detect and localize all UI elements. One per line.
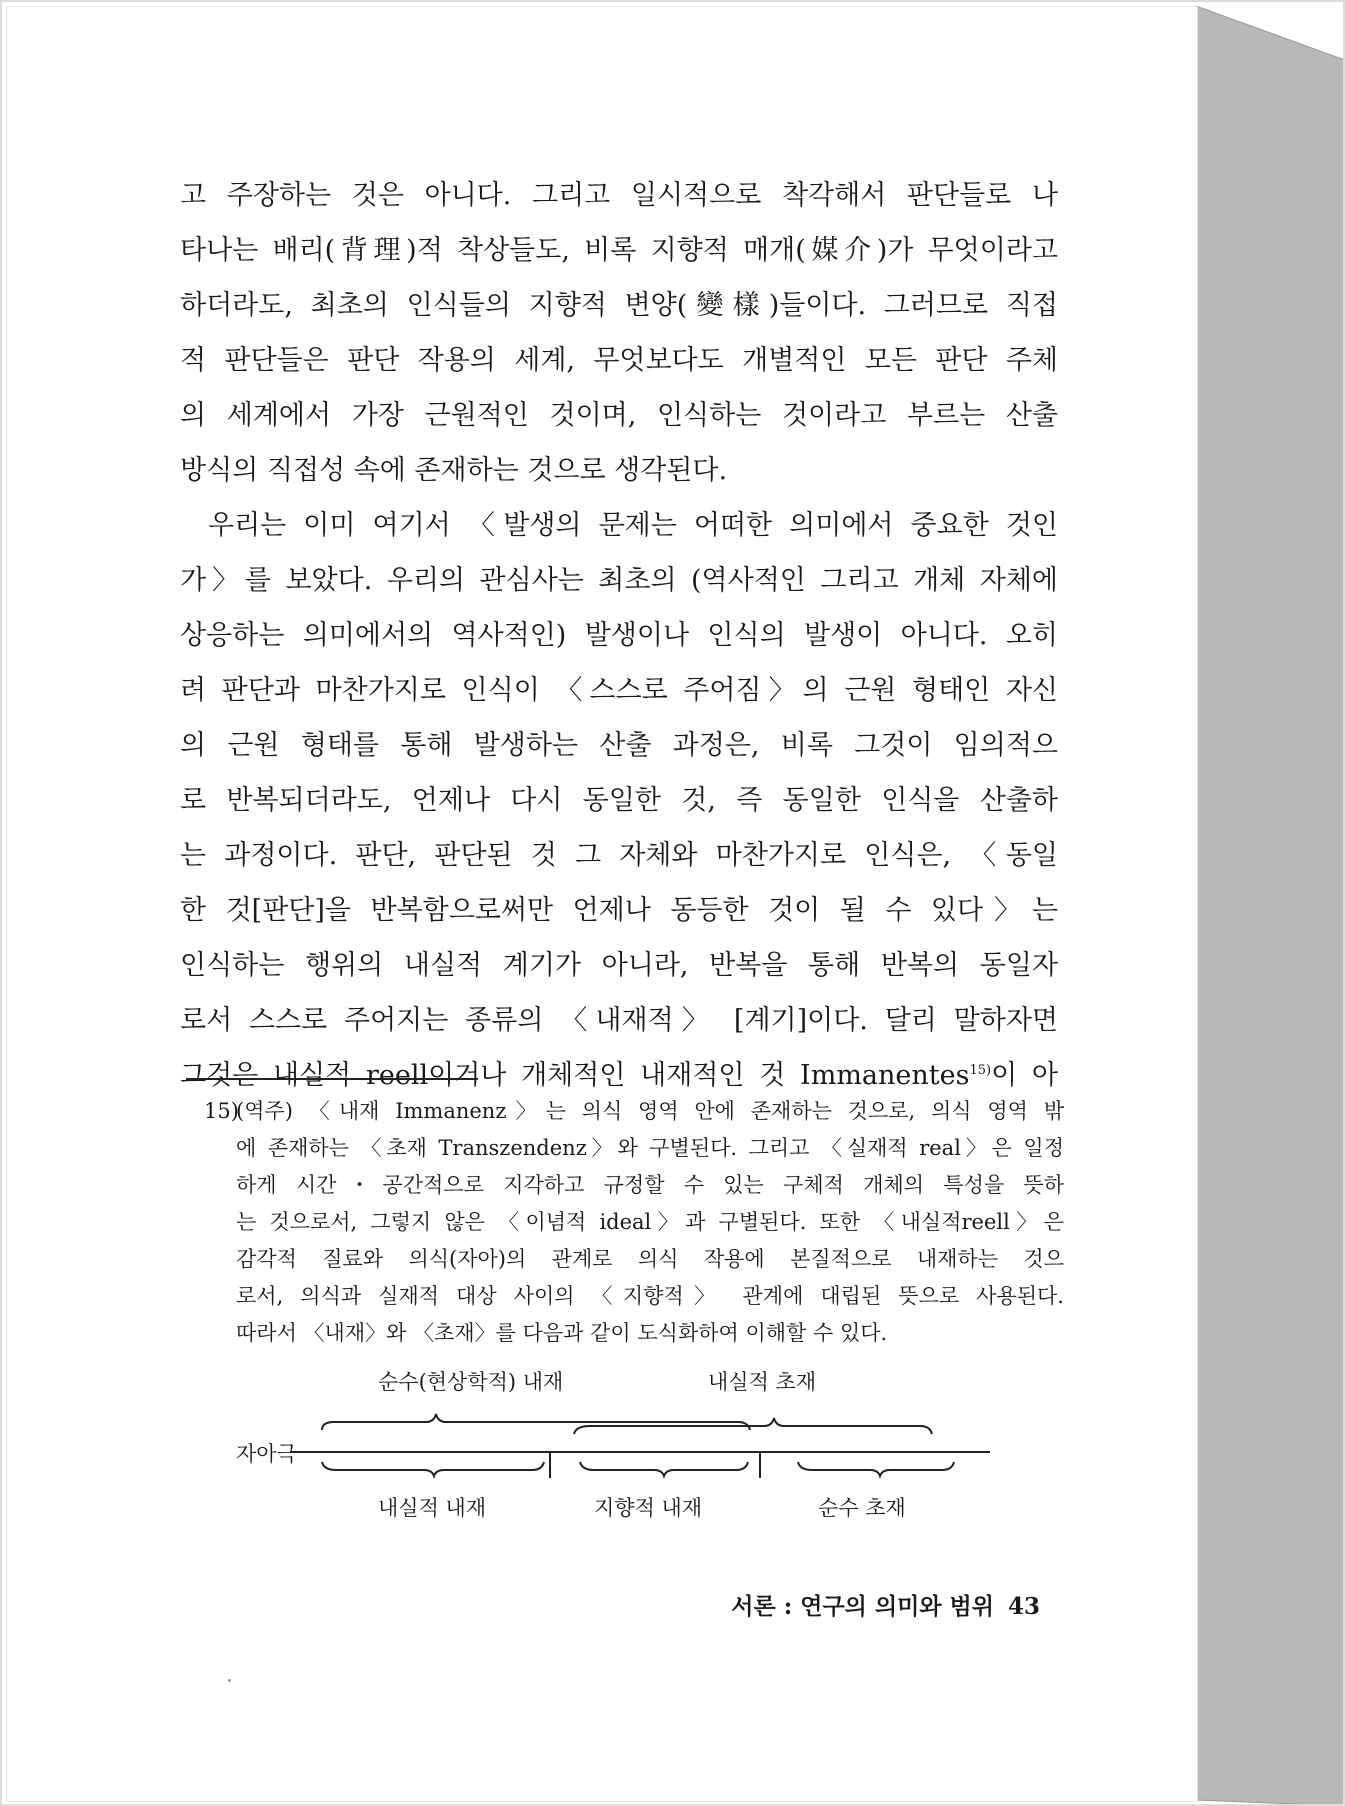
diagram-label-intentional-immanence: 지향적 내재 [594, 1496, 703, 1520]
body-line: 가〉를 보았다. 우리의 관심사는 최초의 (역사적인 그리고 개체 자체에 [180, 565, 1058, 596]
body-line: 의 근원 형태를 통해 발생하는 산출 과정은, 비록 그것이 임의적으 [180, 730, 1058, 761]
page-footer [700, 1588, 1040, 1621]
body-line: 려 판단과 마찬가지로 인식이 〈스스로 주어짐〉의 근원 형태인 자신 [180, 675, 1058, 706]
footnote-line [204, 1093, 1064, 1130]
speck [228, 1679, 231, 1682]
body-line: 우리는 이미 여기서 〈발생의 문제는 어떠한 의미에서 중요한 것인 [208, 510, 1058, 541]
footnote-line: 로서, 의식과 실재적 대상 사이의 〈지향적〉 관계에 대립된 뜻으로 사용된다. [236, 1284, 1064, 1308]
body-line: 인식하는 행위의 내실적 계기가 아니라, 반복을 통해 반복의 동일자 [180, 950, 1058, 981]
footnote-number: 15) [204, 1099, 239, 1123]
page-number: 43 [1007, 1593, 1040, 1620]
diagram-lines [230, 1370, 1010, 1530]
brace-real-immanence [322, 1462, 544, 1476]
footnote-line: 감각적 질료와 의식(자아)의 관계로 의식 작용에 본질적으로 내재하는 것으 [236, 1247, 1064, 1271]
footnote-line: 따라서 〈내재〉와 〈초재〉를 다음과 같이 도식화하여 이해할 수 있다. [236, 1321, 888, 1345]
body-line-last-end: 이 아 [991, 1060, 1058, 1091]
body-line: 방식의 직접성 속에 존재하는 것으로 생각된다. [180, 455, 728, 486]
footnote-line: 는 것으로서, 그렇지 않은 〈이념적 ideal〉과 구별된다. 또한 〈내실적reell〉은 [236, 1210, 1064, 1234]
diagram-label-pure-immanence: 순수(현상학적) 내재 [378, 1370, 564, 1394]
diagram-label-real-transcendence: 내실적 초재 [708, 1370, 817, 1394]
body-line: 의 세계에서 가장 근원적인 것이며, 인식하는 것이라고 부르는 산출 [180, 400, 1058, 431]
brace-intentional-immanence [580, 1462, 748, 1476]
footnote-line: 에 존재하는 〈초재 Transzendenz〉와 구별된다. 그리고 〈실재적 real〉은 일정 [236, 1136, 1064, 1160]
diagram-label-real-immanence: 내실적 내재 [378, 1496, 487, 1520]
diagram-label-ego-pole: 자아극 [236, 1442, 297, 1466]
footnote-line: 하게 시간・공간적으로 지각하고 규정할 수 있는 구체적 개체의 특성을 뜻하 [236, 1173, 1064, 1197]
body-line: 는 과정이다. 판단, 판단된 것 그 자체와 마찬가지로 인식은, 〈동일 [180, 840, 1058, 871]
footnote-reference[interactable]: 15) [969, 1063, 992, 1078]
immanence-diagram [230, 1370, 1010, 1530]
footnote-line-text: (역주) 〈내재 Immanenz〉는 의식 영역 안에 존재하는 것으로, 의식 영역 밖 [236, 1099, 1064, 1123]
brace-real-transcendence [574, 1418, 932, 1434]
footnote-divider [186, 1078, 478, 1080]
body-line: 로서 스스로 주어지는 종류의 〈내재적〉 [계기]이다. 달리 말하자면 [180, 1005, 1058, 1036]
body-line: 타나는 배리(背理)적 착상들도, 비록 지향적 매개(媒介)가 무엇이라고 [180, 235, 1058, 266]
body-line: 고 주장하는 것은 아니다. 그리고 일시적으로 착각해서 판단들로 나 [180, 180, 1058, 211]
body-line-last-start: 그것은 내실적 reell이거나 개체적인 내재적인 것 Immanentes [180, 1060, 970, 1091]
diagram-label-pure-transcendence: 순수 초재 [818, 1496, 906, 1520]
brace-pure-transcendence [798, 1462, 954, 1476]
body-line: 로 반복되더라도, 언제나 다시 동일한 것, 즉 동일한 인식을 산출하 [180, 785, 1058, 816]
footnote [204, 1093, 1064, 1352]
body-line: 하더라도, 최초의 인식들의 지향적 변양(變樣)들이다. 그러므로 직접 [180, 290, 1058, 321]
body-line: 적 판단들은 판단 작용의 세계, 무엇보다도 개별적인 모든 판단 주체 [180, 345, 1058, 376]
body-text [180, 168, 1058, 1103]
running-title: 서론 : 연구의 의미와 범위 [731, 1593, 994, 1620]
brace-pure-immanence [322, 1414, 750, 1430]
body-line: 상응하는 의미에서의 역사적인) 발생이나 인식의 발생이 아니다. 오히 [180, 620, 1058, 651]
body-line: 한 것[판단]을 반복함으로써만 언제나 동등한 것이 될 수 있다〉는 [180, 895, 1058, 926]
